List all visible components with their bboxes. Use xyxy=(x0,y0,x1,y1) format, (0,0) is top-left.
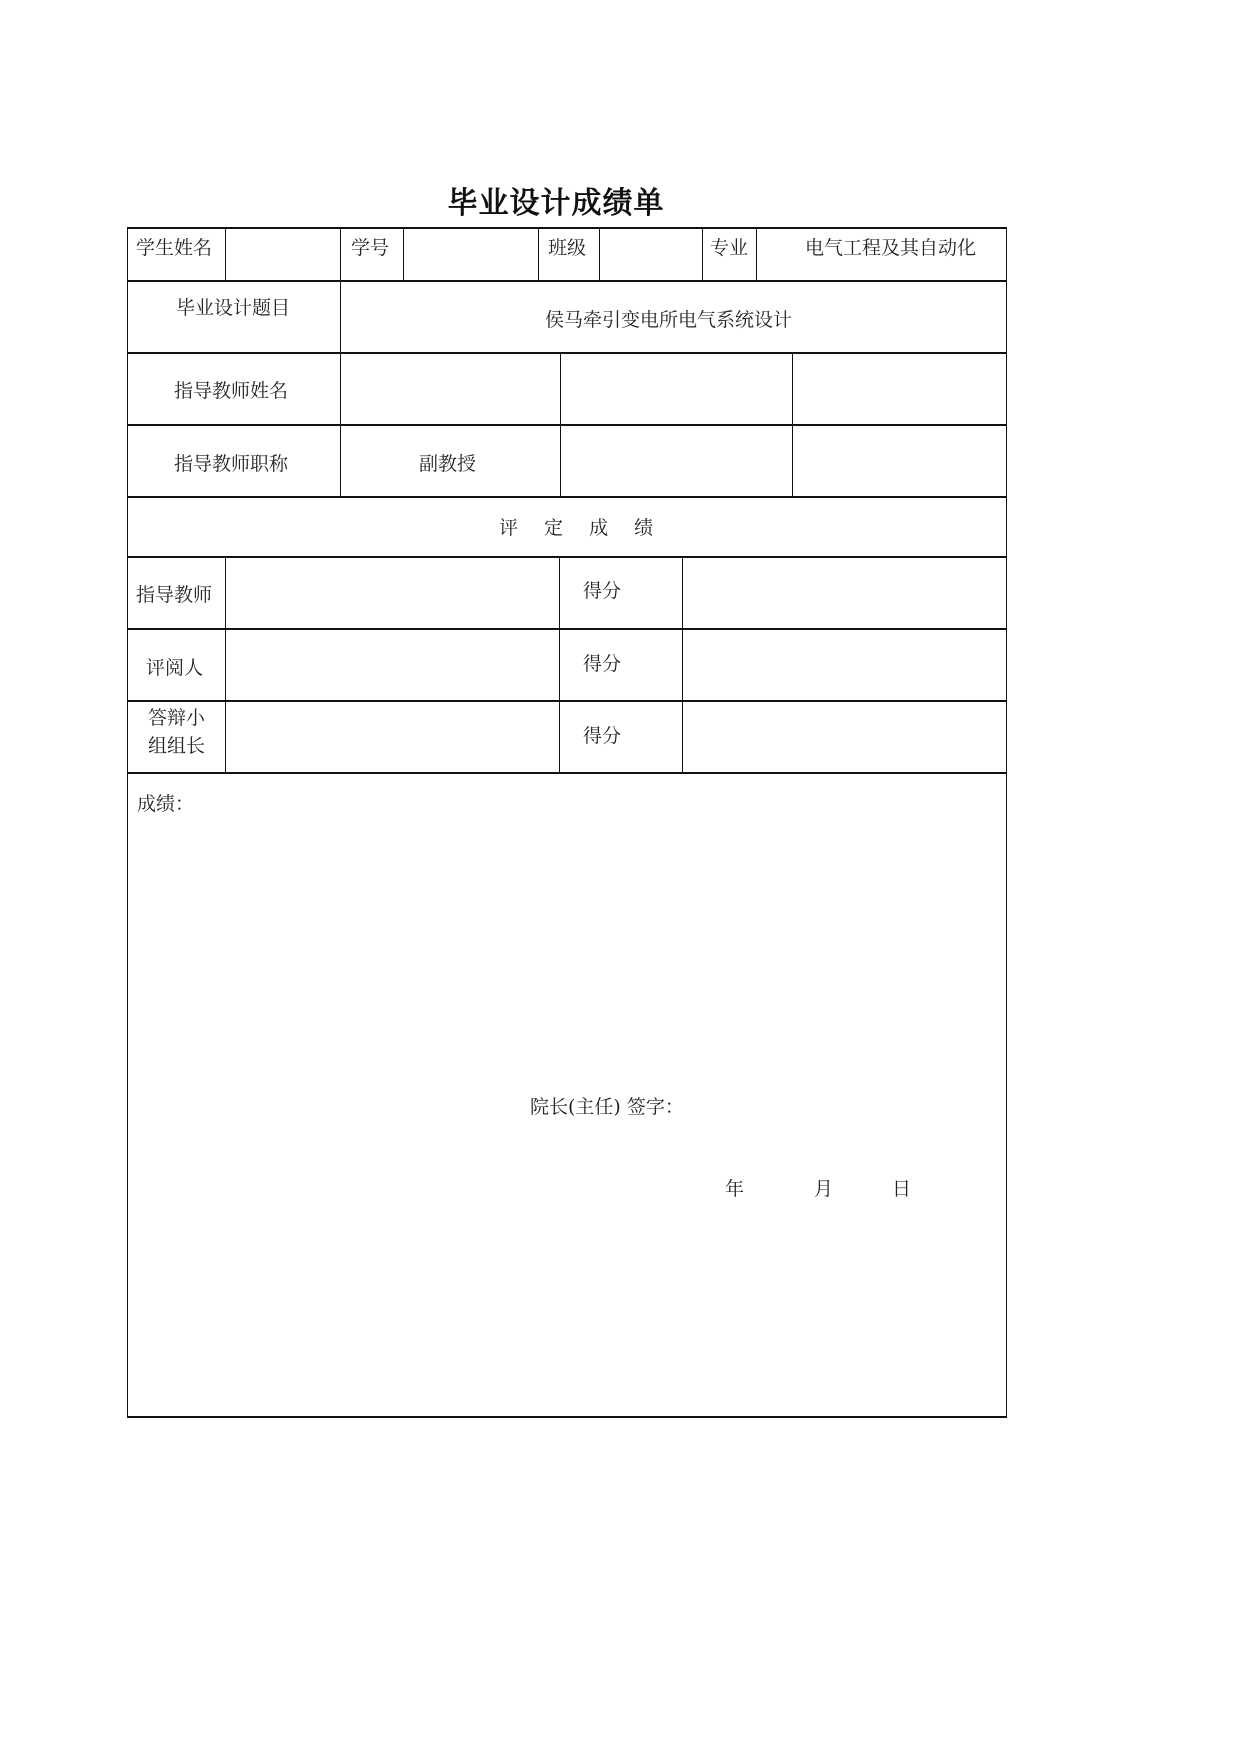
date-month-label: 月 xyxy=(814,1178,834,1200)
cell-divider xyxy=(682,556,683,772)
class-label: 班级 xyxy=(548,237,587,259)
class-field[interactable] xyxy=(606,234,696,262)
student-name-field[interactable] xyxy=(232,234,332,262)
cell-divider xyxy=(225,227,226,280)
cell-divider xyxy=(599,227,600,280)
eval-role-defense-leader-line2: 组组长 xyxy=(148,735,206,757)
topic-value: 侯马牵引变电所电气系统设计 xyxy=(545,309,793,331)
eval-score-label: 得分 xyxy=(583,653,622,675)
result-label: 成绩： xyxy=(137,793,195,815)
cell-divider xyxy=(403,227,404,280)
eval-score-field[interactable] xyxy=(690,654,1000,682)
advisor-title-field-3[interactable] xyxy=(794,450,1004,478)
eval-score-label: 得分 xyxy=(583,580,622,602)
table-border-right xyxy=(1006,227,1007,1417)
advisor-title-field-2[interactable] xyxy=(562,450,790,478)
student-id-label: 学号 xyxy=(351,237,390,259)
advisor-name-label: 指导教师姓名 xyxy=(174,380,289,402)
row-divider xyxy=(127,772,1007,774)
dean-signature-label: 院长(主任) 签字： xyxy=(530,1096,684,1118)
row-divider xyxy=(127,424,1007,426)
eval-role-reviewer: 评阅人 xyxy=(146,657,204,679)
cell-divider xyxy=(340,227,341,280)
eval-name-field[interactable] xyxy=(232,722,552,750)
eval-role-advisor: 指导教师 xyxy=(136,584,213,606)
row-divider xyxy=(127,352,1007,354)
eval-score-label: 得分 xyxy=(583,725,622,747)
eval-name-field[interactable] xyxy=(232,581,552,609)
eval-role-defense-leader-line1: 答辩小 xyxy=(148,707,206,729)
student-id-field[interactable] xyxy=(410,234,530,262)
cell-divider xyxy=(225,556,226,772)
advisor-name-field-1[interactable] xyxy=(342,377,558,405)
major-label: 专业 xyxy=(710,237,749,259)
cell-divider xyxy=(702,227,703,280)
student-name-label: 学生姓名 xyxy=(136,237,213,259)
page-title: 毕业设计成绩单 xyxy=(447,186,665,221)
advisor-title-label: 指导教师职称 xyxy=(174,453,289,475)
cell-divider xyxy=(340,280,341,496)
date-day-label: 日 xyxy=(892,1178,912,1200)
table-border-bottom xyxy=(127,1416,1007,1418)
row-divider xyxy=(127,496,1007,498)
table-border-left xyxy=(127,227,128,1417)
row-divider xyxy=(127,700,1007,702)
cell-divider xyxy=(792,352,793,496)
major-value: 电气工程及其自动化 xyxy=(805,237,977,259)
topic-label: 毕业设计题目 xyxy=(176,297,291,319)
cell-divider xyxy=(559,556,560,772)
row-divider xyxy=(127,556,1007,558)
eval-score-field[interactable] xyxy=(690,722,1000,750)
row-divider xyxy=(127,280,1007,282)
cell-divider xyxy=(538,227,539,280)
eval-score-field[interactable] xyxy=(690,581,1000,609)
eval-name-field[interactable] xyxy=(232,654,552,682)
cell-divider xyxy=(756,227,757,280)
advisor-title-value: 副教授 xyxy=(419,453,477,475)
advisor-name-field-2[interactable] xyxy=(562,377,790,405)
evaluation-heading: 评 定 成 绩 xyxy=(499,517,654,539)
cell-divider xyxy=(560,352,561,496)
advisor-name-field-3[interactable] xyxy=(794,377,1004,405)
table-border-top xyxy=(127,227,1007,229)
row-divider xyxy=(127,628,1007,630)
date-year-label: 年 xyxy=(725,1178,745,1200)
